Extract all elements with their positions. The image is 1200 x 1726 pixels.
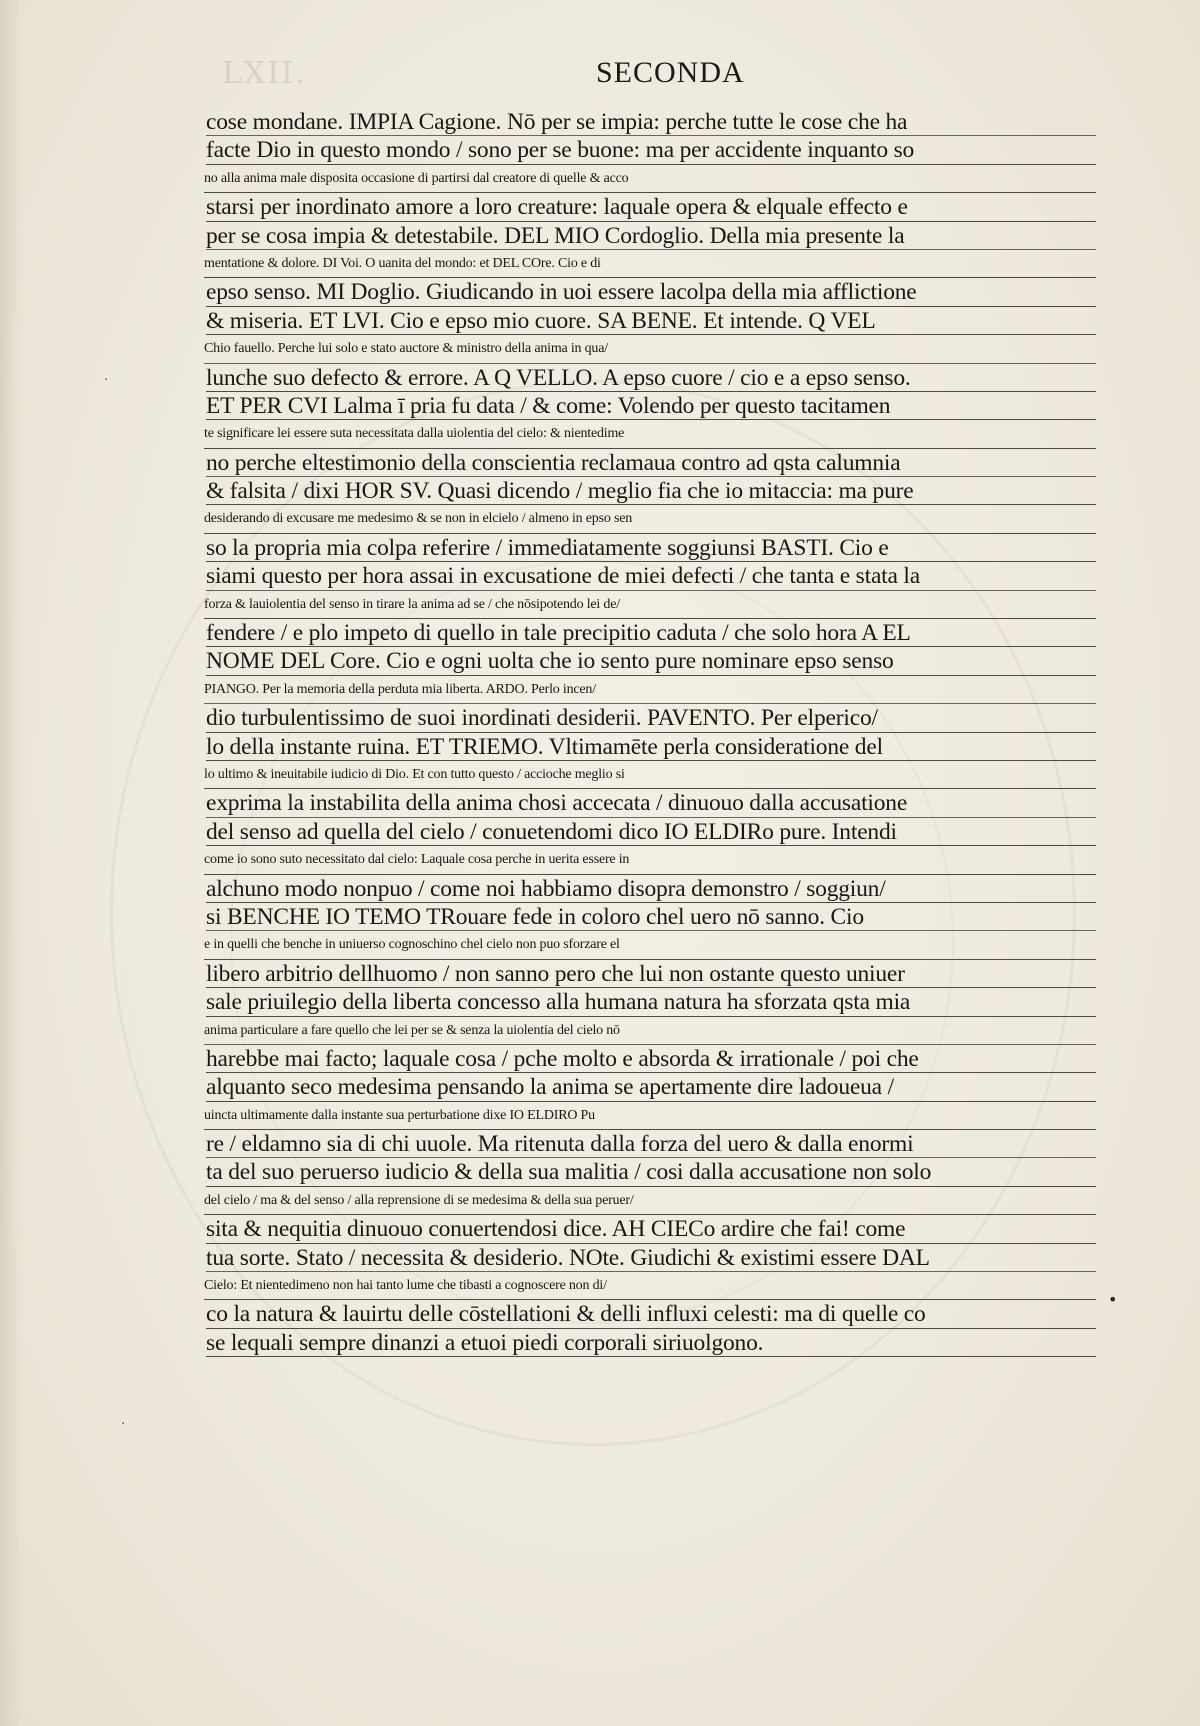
text-line: harebbe mai facto; laquale cosa / pche molto e absorda & irrationale / poi che bbox=[206, 1045, 1096, 1073]
text-line: si BENCHE IO TEMO TRouare fede in coloro chel uero nō sanno. Cio bbox=[206, 903, 1096, 931]
running-head: SECONDA bbox=[596, 56, 745, 89]
text-line: come io sono suto necessitato dal cielo: Laquale cosa perche in uerita essere in bbox=[204, 846, 1096, 874]
text-line: per se cosa impia & detestabile. DEL MIO Cordoglio. Della mia presente la bbox=[206, 222, 1096, 250]
text-line: sale priuilegio della liberta concesso alla humana natura ha sforzata qsta mia bbox=[206, 988, 1096, 1016]
show-through-folio-number: LXII. bbox=[222, 56, 307, 91]
text-line: & miseria. ET LVI. Cio e epso mio cuore. SA BENE. Et intende. Q VEL bbox=[206, 307, 1096, 335]
text-line: fendere / e plo impeto di quello in tale precipitio caduta / che solo hora A EL bbox=[206, 619, 1096, 647]
text-line: starsi per inordinato amore a loro creature: laquale opera & elquale effecto e bbox=[206, 193, 1096, 221]
text-line: dio turbulentissimo de suoi inordinati desiderii. PAVENTO. Per elperico/ bbox=[206, 704, 1096, 732]
text-line: uincta ultimamente dalla instante sua perturbatione dixe IO ELDIRO Pu bbox=[204, 1102, 1096, 1130]
text-line: tua sorte. Stato / necessita & desiderio. NOte. Giudichi & existimi essere DAL bbox=[206, 1244, 1096, 1272]
text-line: alquanto seco medesima pensando la anima se apertamente dire ladoueua / bbox=[206, 1073, 1096, 1101]
text-line: Chio fauello. Perche lui solo e stato auctore & ministro della anima in qua/ bbox=[204, 335, 1096, 363]
text-line: forza & lauiolentia del senso in tirare la anima ad se / che nōsipotendo lei de/ bbox=[204, 591, 1096, 619]
text-line: desiderando di excusare me medesimo & se non in elcielo / almeno in epso sen bbox=[204, 505, 1096, 533]
text-line: lo ultimo & ineuitabile iudicio di Dio. Et con tutto questo / accioche meglio si bbox=[204, 761, 1096, 789]
text-line: co la natura & lauirtu delle cōstellationi & delli influxi celesti: ma di quelle co bbox=[206, 1300, 1096, 1328]
text-line: del cielo / ma & del senso / alla reprensione di se medesima & della sua peruer/ bbox=[204, 1187, 1096, 1215]
text-line: no alla anima male disposita occasione di partirsi dal creatore di quelle & acco bbox=[204, 165, 1096, 193]
text-line: Cielo: Et nientedimeno non hai tanto lume che tibasti a cognoscere non di/ bbox=[204, 1272, 1096, 1300]
text-line: sita & nequitia dinuouo conuertendosi dice. AH CIECo ardire che fai! come bbox=[206, 1215, 1096, 1243]
text-line: ta del suo peruerso iudicio & della sua malitia / cosi dalla accusatione non solo bbox=[206, 1158, 1096, 1186]
text-line: PIANGO. Per la memoria della perduta mia liberta. ARDO. Perlo incen/ bbox=[204, 676, 1096, 704]
text-line: se lequali sempre dinanzi a etuoi piedi corporali siriuolgono. bbox=[206, 1329, 1096, 1357]
text-line: alchuno modo nonpuo / come noi habbiamo disopra demonstro / soggiun/ bbox=[206, 875, 1096, 903]
text-line: anima particulare a fare quello che lei per se & senza la uiolentia del cielo nō bbox=[204, 1017, 1096, 1045]
text-line: & falsita / dixi HOR SV. Quasi dicendo / meglio fia che io mitaccia: ma pure bbox=[206, 477, 1096, 505]
page-binding-shadow bbox=[0, 0, 22, 1726]
text-line: epso senso. MI Doglio. Giudicando in uoi essere lacolpa della mia afflictione bbox=[206, 278, 1096, 306]
text-line: exprima la instabilita della anima chosi accecata / dinuouo dalla accusatione bbox=[206, 789, 1096, 817]
text-line: no perche eltestimonio della conscientia reclamaua contro ad qsta calumnia bbox=[206, 449, 1096, 477]
text-line: so la propria mia colpa referire / immediatamente soggiunsi BASTI. Cio e bbox=[206, 534, 1096, 562]
text-line: siami questo per hora assai in excusatione de miei defecti / che tanta e stata la bbox=[206, 562, 1096, 590]
text-line: lunche suo defecto & errore. A Q VELLO. A epso cuore / cio e a epso senso. bbox=[206, 364, 1096, 392]
text-line: mentatione & dolore. DI Voi. O uanita del mondo: et DEL COre. Cio e di bbox=[204, 250, 1096, 278]
text-line: cose mondane. IMPIA Cagione. Nō per se impia: perche tutte le cose che ha bbox=[206, 108, 1096, 136]
text-line: e in quelli che benche in uniuerso cognoschino chel cielo non puo sforzare el bbox=[204, 931, 1096, 959]
text-line: re / eldamno sia di chi uuole. Ma ritenuta dalla forza del uero & dalla enormi bbox=[206, 1130, 1096, 1158]
margin-mark: · bbox=[104, 372, 109, 388]
text-line: libero arbitrio dellhuomo / non sanno pero che lui non ostante questo uniuer bbox=[206, 960, 1096, 988]
body-text bbox=[206, 108, 1096, 1357]
margin-mark: · bbox=[121, 1416, 126, 1432]
margin-mark: • bbox=[1108, 1290, 1118, 1309]
text-line: NOME DEL Core. Cio e ogni uolta che io sento pure nominare epso senso bbox=[206, 647, 1096, 675]
text-line: te significare lei essere suta necessitata dalla uiolentia del cielo: & nientedime bbox=[204, 420, 1096, 448]
text-line: ET PER CVI Lalma ī pria fu data / & come: Volendo per questo tacitamen bbox=[206, 392, 1096, 420]
text-line: facte Dio in questo mondo / sono per se buone: ma per accidente inquanto so bbox=[206, 136, 1096, 164]
text-line: lo della instante ruina. ET TRIEMO. Vltimamēte perla consideratione del bbox=[206, 733, 1096, 761]
text-line: del senso ad quella del cielo / conuetendomi dico IO ELDIRo pure. Intendi bbox=[206, 818, 1096, 846]
